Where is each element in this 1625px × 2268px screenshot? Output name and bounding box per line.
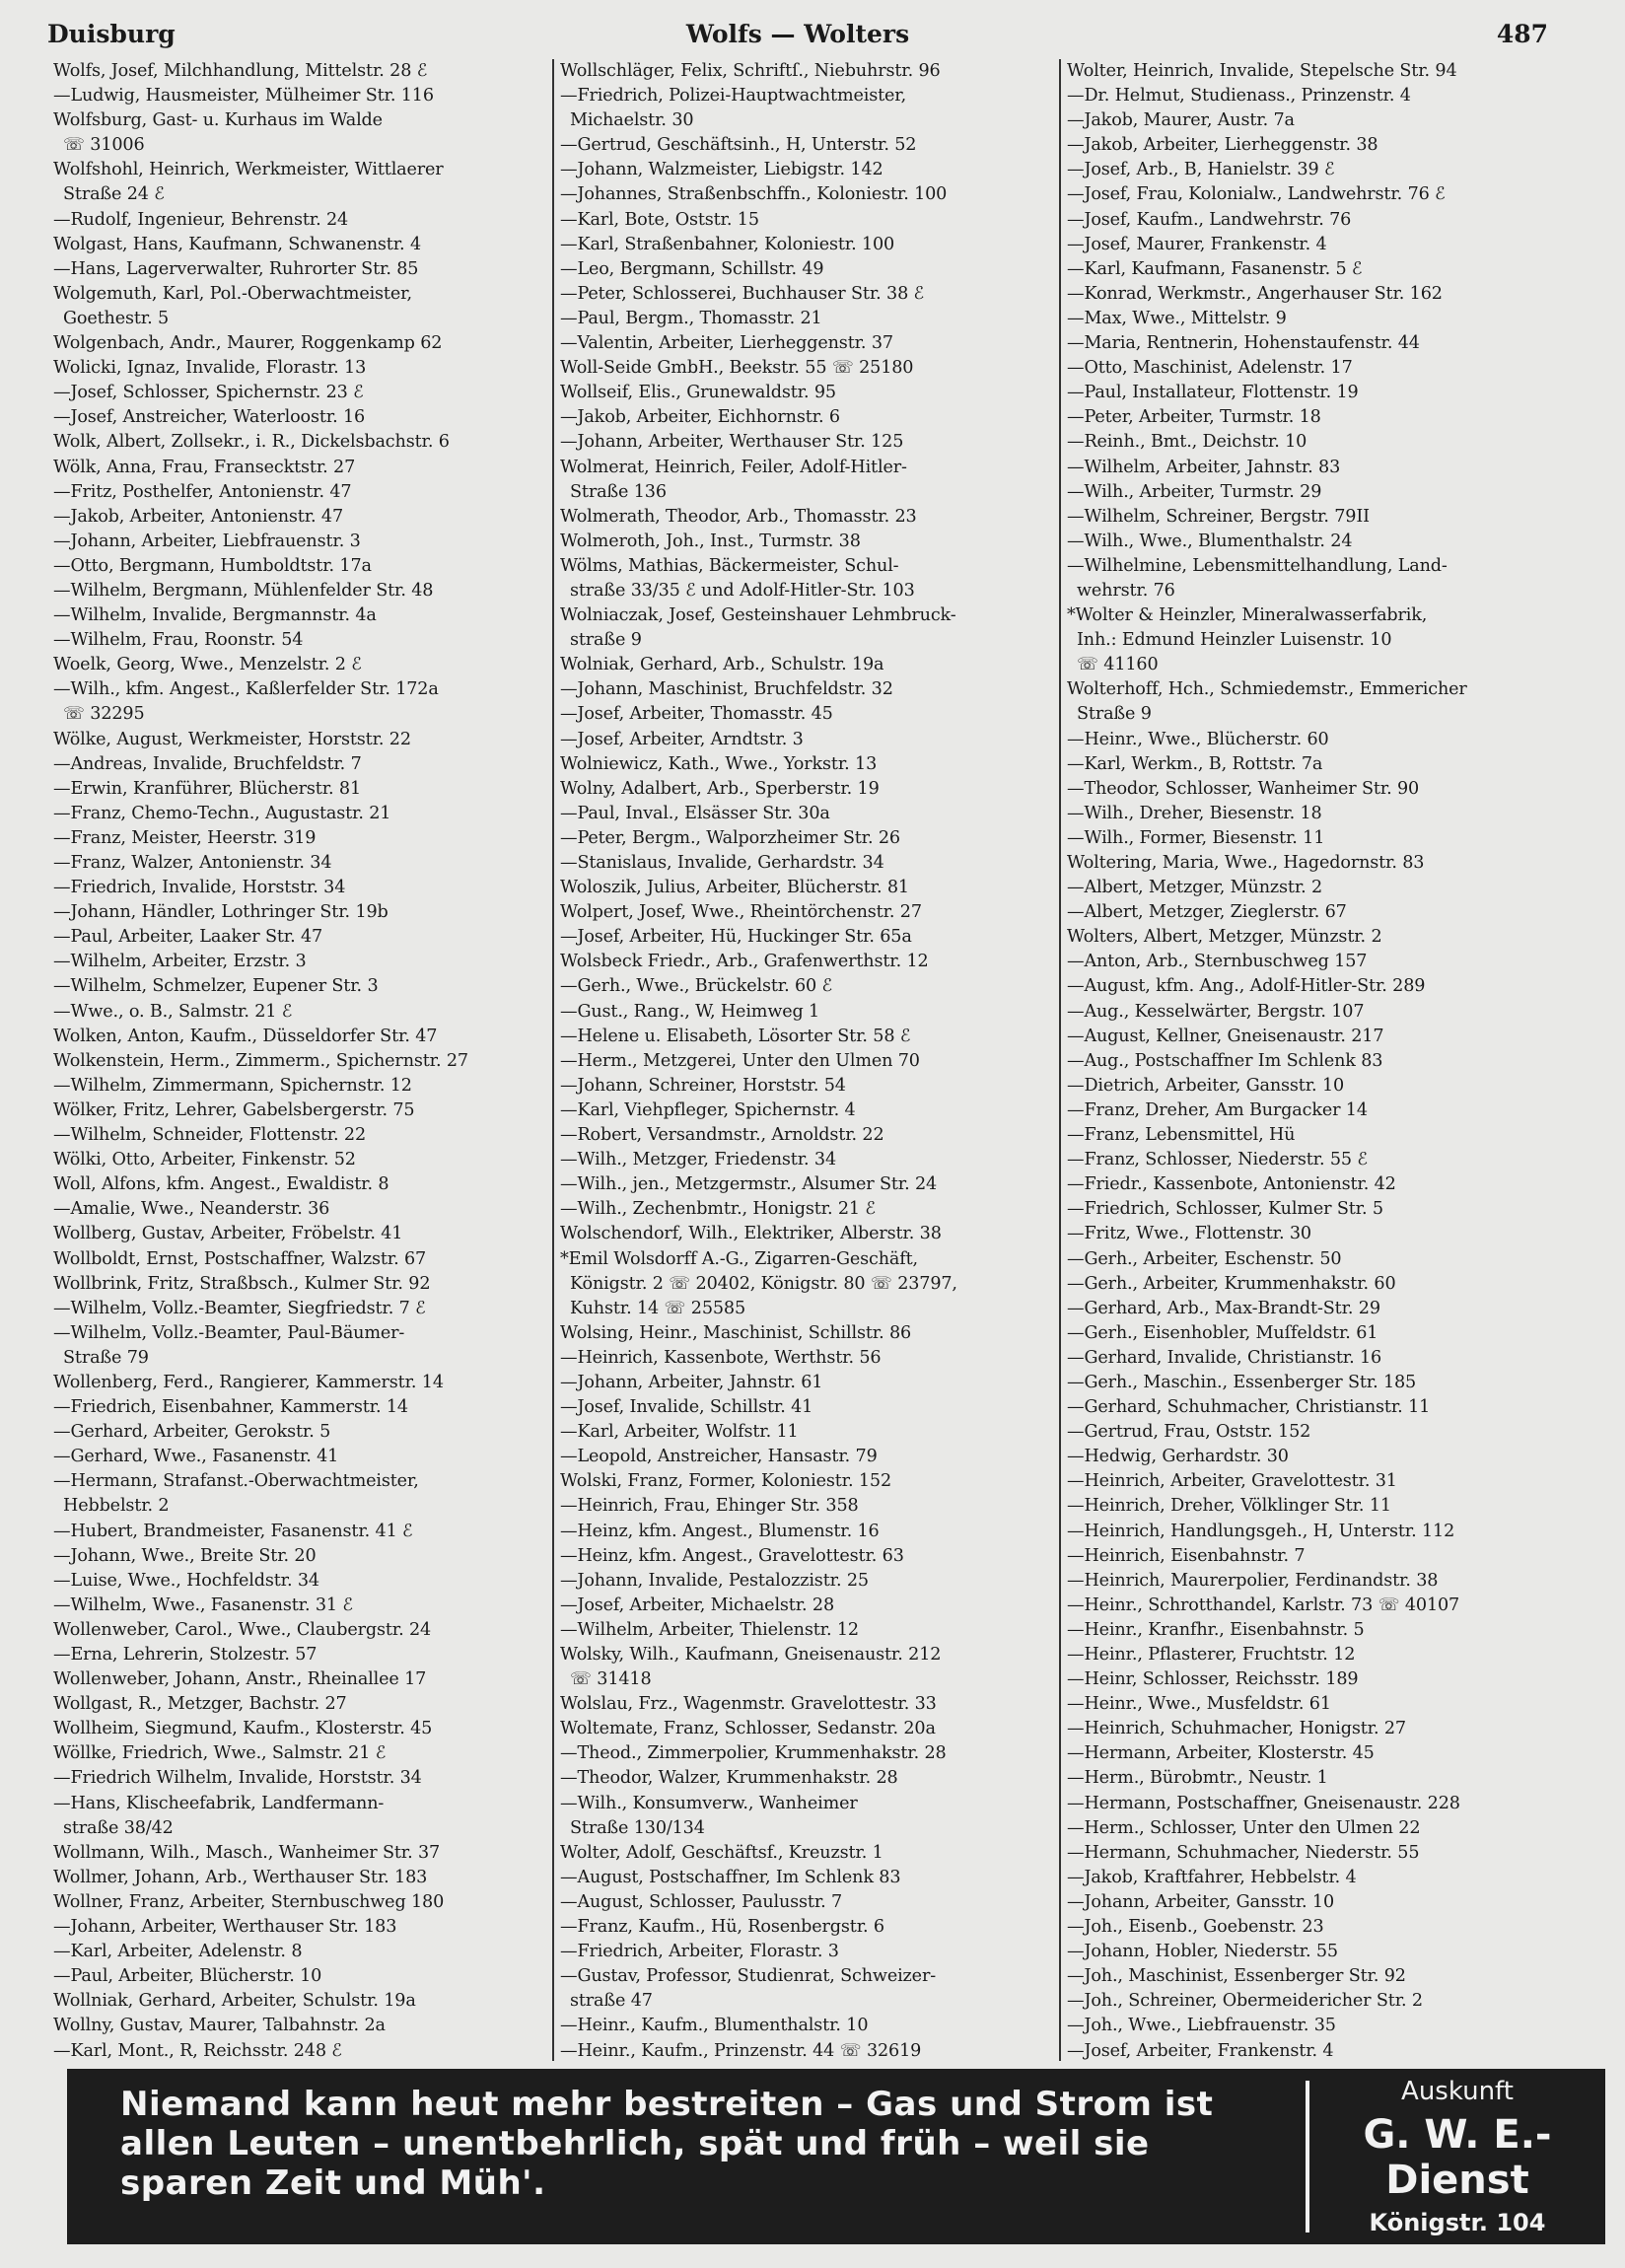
- directory-entry-line: —Leopold, Anstreicher, Hansastr. 79: [560, 1447, 878, 1467]
- directory-entry-line: —Gerh., Maschin., Essenberger Str. 185: [1067, 1372, 1417, 1392]
- directory-entry-line: Wolk, Albert, Zollsekr., i. R., Dickelsbachstr. 6: [53, 432, 450, 453]
- directory-entry-line: Wöllke, Friedrich, Wwe., Salmstr. 21 ℰ: [53, 1743, 387, 1764]
- ad-info-name: G. W. E.-Dienst: [1363, 2112, 1552, 2203]
- directory-entry-line: —Otto, Bergmann, Humboldtstr. 17a: [53, 555, 372, 576]
- directory-entry-line: —Hermann, Arbeiter, Klosterstr. 45: [1067, 1743, 1375, 1764]
- directory-entry-line: —Robert, Versandmstr., Arnoldstr. 22: [560, 1125, 884, 1146]
- directory-entry-line: ☏ 32295: [63, 704, 145, 725]
- directory-entry-line: Wollschläger, Felix, Schriftſ., Niebuhrstr. 96: [560, 61, 941, 81]
- directory-entry-line: —Wilhelm, Vollz.-Beamter, Paul-Bäumer-: [53, 1322, 405, 1343]
- ad-contact: [1306, 2077, 1605, 2236]
- directory-entry-line: Wolpert, Josef, Wwe., Rheintörchenstr. 27: [560, 902, 922, 923]
- directory-entry-line: Michaelstr. 30: [570, 110, 694, 131]
- directory-entry-line: —Wilhelm, Arbeiter, Erzstr. 3: [53, 952, 307, 972]
- directory-entry-line: wehrstr. 76: [1077, 580, 1175, 601]
- directory-entry-line: Wolmerat, Heinrich, Feiler, Adolf-Hitler-: [560, 457, 907, 477]
- directory-entry-line: —Jakob, Kraftfahrer, Hebbelstr. 4: [1067, 1867, 1357, 1887]
- directory-entry-line: Goethestr. 5: [63, 308, 170, 328]
- directory-entry-line: Wolslau, Frz., Wagenmstr. Gravelottestr. 33: [560, 1694, 937, 1715]
- directory-entry-line: —Fritz, Posthelfer, Antonienstr. 47: [53, 481, 352, 502]
- directory-entry-line: Wollenweber, Johann, Anstr., Rheinallee 17: [53, 1669, 427, 1690]
- directory-columns: [47, 59, 1566, 2061]
- directory-entry-line: Wolterhoff, Hch., Schmiedemstr., Emmericher: [1067, 679, 1467, 700]
- directory-entry-line: —Jakob, Arbeiter, Antonienstr. 47: [53, 506, 343, 527]
- directory-entry-line: ☏ 31418: [570, 1669, 652, 1690]
- directory-entry-line: —Friedrich, Invalide, Horststr. 34: [53, 878, 346, 898]
- directory-entry-line: —Herm., Schlosser, Unter den Ulmen 22: [1067, 1817, 1421, 1838]
- directory-entry-line: —Friedrich, Schlosser, Kulmer Str. 5: [1067, 1199, 1383, 1220]
- directory-entry-line: Wolfs, Josef, Milchhandlung, Mittelstr. 28 ℰ: [53, 61, 428, 81]
- directory-entry-line: —Peter, Bergm., Walporzheimer Str. 26: [560, 827, 900, 848]
- directory-entry-line: Straße 136: [570, 481, 667, 502]
- directory-entry-line: Wollseif, Elis., Grunewaldstr. 95: [560, 383, 836, 403]
- directory-entry-line: Wolter, Heinrich, Invalide, Stepelsche Str. 94: [1067, 61, 1457, 81]
- directory-entry-line: —Karl, Werkm., B, Rottstr. 7a: [1067, 753, 1323, 774]
- directory-entry-line: —Albert, Metzger, Münzstr. 2: [1067, 878, 1323, 898]
- directory-entry-line: Wolniewicz, Kath., Wwe., Yorkstr. 13: [560, 753, 878, 774]
- directory-entry-line: —Wilhelm, Zimmermann, Spichernstr. 12: [53, 1075, 412, 1096]
- directory-entry-line: —Paul, Inval., Elsässer Str. 30a: [560, 803, 830, 823]
- directory-entry-line: —Wilh., Wwe., Blumenthalstr. 24: [1067, 531, 1353, 551]
- directory-entry-line: Wolters, Albert, Metzger, Münzstr. 2: [1067, 927, 1382, 948]
- column-1: [47, 59, 552, 2061]
- directory-entry-line: —Wilh., Metzger, Friedenstr. 34: [560, 1150, 836, 1170]
- directory-entry-line: —Heinr., Pflasterer, Fruchtstr. 12: [1067, 1645, 1356, 1665]
- directory-entry-line: —Jakob, Arbeiter, Eichhornstr. 6: [560, 407, 840, 428]
- directory-entry-line: —Aug., Postschaffner Im Schlenk 83: [1067, 1050, 1383, 1071]
- directory-entry-line: —Stanislaus, Invalide, Gerhardstr. 34: [560, 853, 884, 873]
- directory-entry-line: —Johann, Arbeiter, Gansstr. 10: [1067, 1891, 1335, 1912]
- directory-entry-line: Woll-Seide GmbH., Beekstr. 55 ☏ 25180: [560, 358, 914, 379]
- directory-entry-line: Straße 9: [1077, 704, 1152, 725]
- directory-entry-line: —Heinrich, Frau, Ehinger Str. 358: [560, 1496, 859, 1517]
- directory-entry-line: —Karl, Arbeiter, Wolfstr. 11: [560, 1422, 799, 1443]
- directory-entry-line: —Heinz, kfm. Angest., Gravelottestr. 63: [560, 1545, 904, 1566]
- directory-entry-line: —Max, Wwe., Mittelstr. 9: [1067, 308, 1287, 328]
- directory-entry-line: —Joh., Eisenb., Goebenstr. 23: [1067, 1917, 1324, 1938]
- directory-entry-line: —Helene u. Elisabeth, Lösorter Str. 58 ℰ: [560, 1026, 911, 1046]
- directory-entry-line: —Hans, Klischeefabrik, Landfermann-: [53, 1793, 385, 1813]
- directory-entry-line: —Gust., Rang., W, Heimweg 1: [560, 1001, 820, 1022]
- directory-entry-line: —Hermann, Schuhmacher, Niederstr. 55: [1067, 1842, 1420, 1863]
- directory-entry-line: Woltemate, Franz, Schlosser, Sedanstr. 20a: [560, 1719, 936, 1739]
- directory-entry-line: —Hedwig, Gerhardstr. 30: [1067, 1447, 1289, 1467]
- directory-entry-line: —Wilh., kfm. Angest., Kaßlerfelder Str. 172a: [53, 679, 439, 700]
- directory-entry-line: —Friedrich, Eisenbahner, Kammerstr. 14: [53, 1397, 408, 1418]
- directory-entry-line: —Gerhard, Wwe., Fasanenstr. 41: [53, 1447, 339, 1467]
- directory-entry-line: Wolski, Franz, Former, Koloniestr. 152: [560, 1471, 892, 1492]
- directory-entry-line: —Heinr., Kaufm., Prinzenstr. 44 ☏ 32619: [560, 2040, 922, 2061]
- directory-entry-line: —Gustav, Professor, Studienrat, Schweizer-: [560, 1966, 936, 1987]
- directory-entry-line: —Heinr., Wwe., Musfeldstr. 61: [1067, 1694, 1331, 1715]
- directory-entry-line: —Wilhelm, Frau, Roonstr. 54: [53, 630, 304, 651]
- ad-info-label: Auskunft: [1401, 2077, 1514, 2106]
- directory-entry-line: —Joh., Wwe., Liebfrauenstr. 35: [1067, 2016, 1336, 2036]
- directory-entry-line: —Amalie, Wwe., Neanderstr. 36: [53, 1199, 330, 1220]
- directory-entry-line: Wölki, Otto, Arbeiter, Finkenstr. 52: [53, 1150, 356, 1170]
- directory-entry-line: Woltering, Maria, Wwe., Hagedornstr. 83: [1067, 853, 1425, 873]
- header-city: Duisburg: [47, 20, 176, 48]
- directory-entry-line: —Josef, Frau, Kolonialw., Landwehrstr. 76 ℰ: [1067, 184, 1446, 205]
- directory-entry-line: —Heinr., Wwe., Blücherstr. 60: [1067, 729, 1329, 749]
- directory-entry-line: Wolicki, Ignaz, Invalide, Florastr. 13: [53, 358, 367, 379]
- directory-entry-line: —Jakob, Arbeiter, Lierheggenstr. 38: [1067, 135, 1378, 156]
- directory-entry-line: —Johann, Arbeiter, Werthauser Str. 125: [560, 432, 904, 453]
- directory-entry-line: —August, Postschaffner, Im Schlenk 83: [560, 1867, 901, 1887]
- directory-entry-line: —Luise, Wwe., Hochfeldstr. 34: [53, 1570, 319, 1591]
- directory-entry-line: Wolmerath, Theodor, Arb., Thomasstr. 23: [560, 506, 917, 527]
- page-number: 487: [1496, 20, 1548, 48]
- directory-entry-line: —August, Schlosser, Paulusstr. 7: [560, 1891, 843, 1912]
- directory-entry-line: —Josef, Kaufm., Landwehrstr. 76: [1067, 209, 1352, 230]
- directory-entry-line: —Heinr, Schlosser, Reichsstr. 189: [1067, 1669, 1359, 1690]
- directory-entry-line: —Friedrich Wilhelm, Invalide, Horststr. 34: [53, 1768, 422, 1789]
- directory-entry-line: —Hermann, Postschaffner, Gneisenaustr. 228: [1067, 1793, 1460, 1813]
- page-header: [47, 20, 1548, 57]
- directory-entry-line: —Johannes, Straßenbschffn., Koloniestr. 100: [560, 184, 948, 205]
- directory-entry-line: —Johann, Walzmeister, Liebigstr. 142: [560, 160, 883, 180]
- directory-entry-line: —Anton, Arb., Sternbuschweg 157: [1067, 952, 1368, 972]
- directory-entry-line: —Jakob, Maurer, Austr. 7a: [1067, 110, 1295, 131]
- advertisement-banner: [67, 2069, 1605, 2244]
- directory-entry-line: Wölker, Fritz, Lehrer, Gabelsbergerstr. 75: [53, 1099, 415, 1120]
- directory-entry-line: *Emil Wolsdorff A.-G., Zigarren-Geschäft,: [560, 1248, 918, 1269]
- directory-entry-line: Königstr. 2 ☏ 20402, Königstr. 80 ☏ 23797,: [570, 1273, 957, 1294]
- directory-entry-line: —Gerh., Arbeiter, Krummenhakstr. 60: [1067, 1273, 1396, 1294]
- directory-entry-line: —Otto, Maschinist, Adelenstr. 17: [1067, 358, 1353, 379]
- directory-entry-line: Woloszik, Julius, Arbeiter, Blücherstr. 81: [560, 878, 909, 898]
- directory-entry-line: Wollberg, Gustav, Arbeiter, Fröbelstr. 41: [53, 1224, 403, 1244]
- directory-entry-line: —Valentin, Arbeiter, Lierheggenstr. 37: [560, 333, 893, 354]
- directory-entry-line: —Karl, Mont., R, Reichsstr. 248 ℰ: [53, 2040, 342, 2061]
- directory-entry-line: Inh.: Edmund Heinzler Luisenstr. 10: [1077, 630, 1392, 651]
- directory-entry-line: —Karl, Viehpfleger, Spichernstr. 4: [560, 1099, 856, 1120]
- directory-entry-line: —Franz, Chemo-Techn., Augustastr. 21: [53, 803, 391, 823]
- directory-entry-line: Wolsbeck Friedr., Arb., Grafenwerthstr. 12: [560, 952, 929, 972]
- directory-entry-line: —Heinrich, Maurerpolier, Ferdinandstr. 38: [1067, 1570, 1439, 1591]
- directory-entry-line: —Wilh., Arbeiter, Turmstr. 29: [1067, 481, 1322, 502]
- directory-entry-line: Wolgemuth, Karl, Pol.-Oberwachtmeister,: [53, 283, 412, 304]
- directory-entry-line: —Heinr., Kaufm., Blumenthalstr. 10: [560, 2016, 869, 2036]
- directory-entry-line: —Johann, Schreiner, Horststr. 54: [560, 1075, 846, 1096]
- directory-entry-line: —Heinrich, Schuhmacher, Honigstr. 27: [1067, 1719, 1406, 1739]
- directory-entry-line: Wollheim, Siegmund, Kaufm., Klosterstr. 45: [53, 1719, 433, 1739]
- directory-entry-line: —Joh., Schreiner, Obermeidericher Str. 2: [1067, 1991, 1423, 2012]
- directory-entry-line: —Reinh., Bmt., Deichstr. 10: [1067, 432, 1307, 453]
- directory-entry-line: Wollenweber, Carol., Wwe., Claubergstr. 24: [53, 1619, 432, 1640]
- directory-entry-line: —August, Kellner, Gneisenaustr. 217: [1067, 1026, 1384, 1046]
- directory-entry-line: —Albert, Metzger, Zieglerstr. 67: [1067, 902, 1347, 923]
- directory-entry-line: Wollny, Gustav, Maurer, Talbahnstr. 2a: [53, 2016, 386, 2036]
- ad-info-address: Königstr. 104: [1369, 2209, 1546, 2236]
- directory-entry-line: —Josef, Anstreicher, Waterloostr. 16: [53, 407, 366, 428]
- directory-entry-line: Wolny, Adalbert, Arb., Sperberstr. 19: [560, 778, 880, 799]
- directory-entry-line: —Josef, Arbeiter, Thomasstr. 45: [560, 704, 833, 725]
- header-range: Wolfs — Wolters: [685, 20, 910, 48]
- directory-entry-line: —Paul, Arbeiter, Blücherstr. 10: [53, 1966, 322, 1987]
- directory-entry-line: —Gerh., Arbeiter, Eschenstr. 50: [1067, 1248, 1342, 1269]
- directory-entry-line: —Heinr., Kranfhr., Eisenbahnstr. 5: [1067, 1619, 1365, 1640]
- directory-entry-line: —Paul, Arbeiter, Laaker Str. 47: [53, 927, 323, 948]
- directory-entry-line: —Theod., Zimmerpolier, Krummenhakstr. 28: [560, 1743, 947, 1764]
- directory-entry-line: —Gerhard, Arb., Max-Brandt-Str. 29: [1067, 1298, 1380, 1318]
- directory-entry-line: —Franz, Kaufm., Hü, Rosenbergstr. 6: [560, 1917, 884, 1938]
- directory-entry-line: Wollenberg, Ferd., Rangierer, Kammerstr. 14: [53, 1372, 444, 1392]
- directory-entry-line: —Hermann, Strafanst.-Oberwachtmeister,: [53, 1471, 419, 1492]
- directory-entry-line: —Wilhelm, Bergmann, Mühlenfelder Str. 48: [53, 580, 434, 601]
- directory-entry-line: Wölms, Mathias, Bäckermeister, Schul-: [560, 555, 899, 576]
- directory-entry-line: —Wilhelm, Schmelzer, Eupener Str. 3: [53, 976, 379, 997]
- directory-entry-line: —Wilh., Former, Biesenstr. 11: [1067, 827, 1325, 848]
- directory-entry-line: —Konrad, Werkmstr., Angerhauser Str. 162: [1067, 283, 1443, 304]
- directory-entry-line: —Karl, Straßenbahner, Koloniestr. 100: [560, 234, 895, 254]
- column-3: [1059, 59, 1566, 2061]
- directory-entry-line: —Karl, Kaufmann, Fasanenstr. 5 ℰ: [1067, 258, 1363, 279]
- directory-entry-line: Straße 130/134: [570, 1817, 705, 1838]
- directory-entry-line: —Wilhelm, Vollz.-Beamter, Siegfriedstr. 7 ℰ: [53, 1298, 426, 1318]
- directory-entry-line: —Theodor, Schlosser, Wanheimer Str. 90: [1067, 778, 1420, 799]
- directory-entry-line: —Karl, Arbeiter, Adelenstr. 8: [53, 1942, 303, 1962]
- directory-entry-line: —Johann, Arbeiter, Liebfrauenstr. 3: [53, 531, 361, 551]
- directory-entry-line: —Wilh., Dreher, Biesenstr. 18: [1067, 803, 1322, 823]
- directory-entry-line: Wolgenbach, Andr., Maurer, Roggenkamp 62: [53, 333, 443, 354]
- directory-entry-line: —Gerhard, Arbeiter, Gerokstr. 5: [53, 1422, 331, 1443]
- directory-entry-line: —Johann, Invalide, Pestalozzistr. 25: [560, 1570, 869, 1591]
- directory-entry-line: —Heinrich, Eisenbahnstr. 7: [1067, 1545, 1306, 1566]
- directory-entry-line: Wolmeroth, Joh., Inst., Turmstr. 38: [560, 531, 861, 551]
- directory-entry-line: —Franz, Meister, Heerstr. 319: [53, 827, 317, 848]
- ad-slogan: [67, 2069, 1306, 2244]
- directory-entry-line: —Josef, Arbeiter, Arndtstr. 3: [560, 729, 804, 749]
- directory-entry-line: Woll, Alfons, kfm. Angest., Ewaldistr. 8: [53, 1174, 389, 1195]
- directory-entry-line: —Heinr., Schrotthandel, Karlstr. 73 ☏ 40107: [1067, 1595, 1460, 1615]
- directory-entry-line: Wölk, Anna, Frau, Fransecktstr. 27: [53, 457, 356, 477]
- directory-entry-line: Wollgast, R., Metzger, Bachstr. 27: [53, 1694, 347, 1715]
- directory-entry-line: straße 38/42: [63, 1817, 174, 1838]
- directory-entry-line: straße 33/35 ℰ und Adolf-Hitler-Str. 103: [570, 580, 915, 601]
- directory-entry-line: —Heinrich, Arbeiter, Gravelottestr. 31: [1067, 1471, 1397, 1492]
- directory-entry-line: —Wilhelm, Wwe., Fasanenstr. 31 ℰ: [53, 1595, 353, 1615]
- directory-entry-line: straße 9: [570, 630, 642, 651]
- directory-entry-line: —Johann, Maschinist, Bruchfeldstr. 32: [560, 679, 893, 700]
- directory-entry-line: —Johann, Hobler, Niederstr. 55: [1067, 1942, 1338, 1962]
- directory-entry-line: Wolschendorf, Wilh., Elektriker, Alberstr. 38: [560, 1224, 942, 1244]
- directory-entry-line: —Heinz, kfm. Angest., Blumenstr. 16: [560, 1521, 880, 1541]
- directory-entry-line: Wolsky, Wilh., Kaufmann, Gneisenaustr. 212: [560, 1645, 942, 1665]
- directory-entry-line: —Gertrud, Geschäftsinh., H, Unterstr. 52: [560, 135, 917, 156]
- directory-entry-line: —Erna, Lehrerin, Stolzestr. 57: [53, 1645, 318, 1665]
- directory-entry-line: —Paul, Installateur, Flottenstr. 19: [1067, 383, 1359, 403]
- directory-entry-line: Hebbelstr. 2: [63, 1496, 170, 1517]
- directory-entry-line: —Johann, Händler, Lothringer Str. 19b: [53, 902, 389, 923]
- directory-entry-line: —Fritz, Wwe., Flottenstr. 30: [1067, 1224, 1311, 1244]
- directory-entry-line: —Wilh., jen., Metzgermstr., Alsumer Str. 24: [560, 1174, 938, 1195]
- directory-entry-line: —Leo, Bergmann, Schillstr. 49: [560, 258, 824, 279]
- directory-entry-line: —Gerh., Eisenhobler, Muſfeldstr. 61: [1067, 1322, 1378, 1343]
- directory-entry-line: —Josef, Invalide, Schillstr. 41: [560, 1397, 813, 1418]
- directory-entry-line: —Karl, Bote, Oststr. 15: [560, 209, 759, 230]
- directory-entry-line: ☏ 31006: [63, 135, 145, 156]
- directory-entry-line: —Wilhelm, Arbeiter, Thielenstr. 12: [560, 1619, 859, 1640]
- directory-entry-line: —Friedrich, Arbeiter, Florastr. 3: [560, 1942, 839, 1962]
- directory-entry-line: straße 47: [570, 1991, 653, 2012]
- directory-entry-line: Wollmann, Wilh., Masch., Wanheimer Str. 37: [53, 1842, 441, 1863]
- directory-entry-line: —Franz, Lebensmittel, Hü: [1067, 1125, 1296, 1146]
- directory-entry-line: —Wilh., Konsumverw., Wanheimer: [560, 1793, 858, 1813]
- directory-entry-line: —Gerhard, Schuhmacher, Christianstr. 11: [1067, 1397, 1431, 1418]
- directory-entry-line: —Josef, Maurer, Frankenstr. 4: [1067, 234, 1327, 254]
- directory-entry-line: —Wilhelmine, Lebensmittelhandlung, Land-: [1067, 555, 1448, 576]
- directory-entry-line: —Heinrich, Handlungsgeh., H, Unterstr. 112: [1067, 1521, 1455, 1541]
- directory-entry-line: —Johann, Wwe., Breite Str. 20: [53, 1545, 317, 1566]
- directory-entry-line: —Andreas, Invalide, Bruchfeldstr. 7: [53, 753, 362, 774]
- directory-entry-line: —August, kfm. Ang., Adolf-Hitler-Str. 289: [1067, 976, 1426, 997]
- directory-entry-line: —Paul, Bergm., Thomasstr. 21: [560, 308, 822, 328]
- directory-entry-line: —Josef, Arbeiter, Frankenstr. 4: [1067, 2040, 1334, 2061]
- directory-entry-line: Wollbrink, Fritz, Straßbsch., Kulmer Str. 92: [53, 1273, 431, 1294]
- directory-entry-line: Wolsing, Heinr., Maschinist, Schillstr. 86: [560, 1322, 912, 1343]
- directory-entry-line: Wollniak, Gerhard, Arbeiter, Schulstr. 19a: [53, 1991, 416, 2012]
- directory-entry-line: —Erwin, Kranführer, Blücherstr. 81: [53, 778, 362, 799]
- directory-entry-line: *Wolter & Heinzler, Mineralwasserfabrik,: [1067, 605, 1428, 626]
- directory-entry-line: —Heinrich, Kassenbote, Werthstr. 56: [560, 1347, 882, 1368]
- directory-entry-line: Wolfshohl, Heinrich, Werkmeister, Wittlaerer: [53, 160, 444, 180]
- directory-entry-line: —Herm., Metzgerei, Unter den Ulmen 70: [560, 1050, 920, 1071]
- directory-entry-line: —Heinrich, Dreher, Völklinger Str. 11: [1067, 1496, 1391, 1517]
- directory-entry-line: Wolgast, Hans, Kaufmann, Schwanenstr. 4: [53, 234, 421, 254]
- directory-entry-line: —Josef, Arbeiter, Michaelstr. 28: [560, 1595, 835, 1615]
- directory-entry-line: —Hans, Lagerverwalter, Ruhrorter Str. 85: [53, 258, 419, 279]
- directory-entry-line: Wolniak, Gerhard, Arb., Schulstr. 19a: [560, 655, 884, 675]
- directory-entry-line: —Franz, Walzer, Antonienstr. 34: [53, 853, 332, 873]
- directory-entry-line: Woelk, Georg, Wwe., Menzelstr. 2 ℰ: [53, 655, 362, 675]
- directory-entry-line: Straße 24 ℰ: [63, 184, 165, 205]
- directory-entry-line: —Wilhelm, Schreiner, Bergstr. 79II: [1067, 506, 1370, 527]
- ad-slogan-line: allen Leuten – unentbehrlich, spät und früh – weil sie: [120, 2124, 1150, 2163]
- directory-entry-line: —Maria, Rentnerin, Hohenstaufenstr. 44: [1067, 333, 1420, 354]
- directory-entry-line: —Herm., Bürobmtr., Neustr. 1: [1067, 1768, 1328, 1789]
- directory-entry-line: —Johann, Arbeiter, Jahnstr. 61: [560, 1372, 823, 1392]
- directory-entry-line: —Johann, Arbeiter, Werthauser Str. 183: [53, 1917, 397, 1938]
- directory-entry-line: —Rudolf, Ingenieur, Behrenstr. 24: [53, 209, 349, 230]
- directory-entry-line: —Hubert, Brandmeister, Fasanenstr. 41 ℰ: [53, 1521, 413, 1541]
- directory-entry-line: Kuhstr. 14 ☏ 25585: [570, 1298, 746, 1318]
- directory-entry-line: —Joh., Maschinist, Essenberger Str. 92: [1067, 1966, 1406, 1987]
- directory-entry-line: —Dr. Helmut, Studienass., Prinzenstr. 4: [1067, 86, 1411, 106]
- directory-entry-line: —Wilh., Zechenbmtr., Honigstr. 21 ℰ: [560, 1199, 876, 1220]
- directory-entry-line: Wollboldt, Ernst, Postschaffner, Walzstr. 67: [53, 1248, 427, 1269]
- directory-entry-line: —Gerh., Wwe., Brückelstr. 60 ℰ: [560, 976, 833, 997]
- directory-entry-line: —Aug., Kesselwärter, Bergstr. 107: [1067, 1001, 1365, 1022]
- ad-slogan-line: Niemand kann heut mehr bestreiten – Gas und Strom ist: [120, 2085, 1214, 2124]
- directory-entry-line: Wolfsburg, Gast- u. Kurhaus im Walde: [53, 110, 383, 131]
- directory-entry-line: —Josef, Arb., B, Hanielstr. 39 ℰ: [1067, 160, 1335, 180]
- directory-entry-line: Wollmer, Johann, Arb., Werthauser Str. 183: [53, 1867, 428, 1887]
- ad-slogan-line: sparen Zeit und Müh'.: [120, 2163, 546, 2203]
- directory-entry-line: —Friedr., Kassenbote, Antonienstr. 42: [1067, 1174, 1396, 1195]
- directory-entry-line: —Ludwig, Hausmeister, Mülheimer Str. 116: [53, 86, 434, 106]
- directory-entry-line: Wollner, Franz, Arbeiter, Sternbuschweg 180: [53, 1891, 445, 1912]
- directory-entry-line: —Gerhard, Invalide, Christianstr. 16: [1067, 1347, 1382, 1368]
- directory-entry-line: —Theodor, Walzer, Krummenhakstr. 28: [560, 1768, 898, 1789]
- directory-entry-line: Straße 79: [63, 1347, 149, 1368]
- directory-entry-line: —Wwe., o. B., Salmstr. 21 ℰ: [53, 1001, 293, 1022]
- directory-entry-line: —Dietrich, Arbeiter, Gansstr. 10: [1067, 1075, 1345, 1096]
- directory-entry-line: —Peter, Schlosserei, Buchhauser Str. 38 ℰ: [560, 283, 925, 304]
- directory-entry-line: Wolken, Anton, Kaufm., Düsseldorfer Str. 47: [53, 1026, 438, 1046]
- column-2: [552, 59, 1059, 2061]
- directory-entry-line: —Franz, Schlosser, Niederstr. 55 ℰ: [1067, 1150, 1368, 1170]
- directory-entry-line: —Gertrud, Frau, Oststr. 152: [1067, 1422, 1311, 1443]
- directory-entry-line: Wolter, Adolf, Geschäftsf., Kreuzstr. 1: [560, 1842, 883, 1863]
- directory-entry-line: Wölke, August, Werkmeister, Horststr. 22: [53, 729, 411, 749]
- directory-entry-line: Wolniaczak, Josef, Gesteinshauer Lehmbruck-: [560, 605, 956, 626]
- directory-entry-line: —Wilhelm, Schneider, Flottenstr. 22: [53, 1125, 367, 1146]
- directory-entry-line: —Wilhelm, Arbeiter, Jahnstr. 83: [1067, 457, 1341, 477]
- directory-entry-line: ☏ 41160: [1077, 655, 1159, 675]
- directory-entry-line: —Josef, Arbeiter, Hü, Huckinger Str. 65a: [560, 927, 912, 948]
- directory-entry-line: —Peter, Arbeiter, Turmstr. 18: [1067, 407, 1321, 428]
- directory-entry-line: —Wilhelm, Invalide, Bergmannstr. 4a: [53, 605, 377, 626]
- directory-entry-line: —Friedrich, Polizei-Hauptwachtmeister,: [560, 86, 907, 106]
- directory-entry-line: —Josef, Schlosser, Spichernstr. 23 ℰ: [53, 383, 364, 403]
- directory-entry-line: —Franz, Dreher, Am Burgacker 14: [1067, 1099, 1368, 1120]
- directory-entry-line: Wolkenstein, Herm., Zimmerm., Spichernstr. 27: [53, 1050, 468, 1071]
